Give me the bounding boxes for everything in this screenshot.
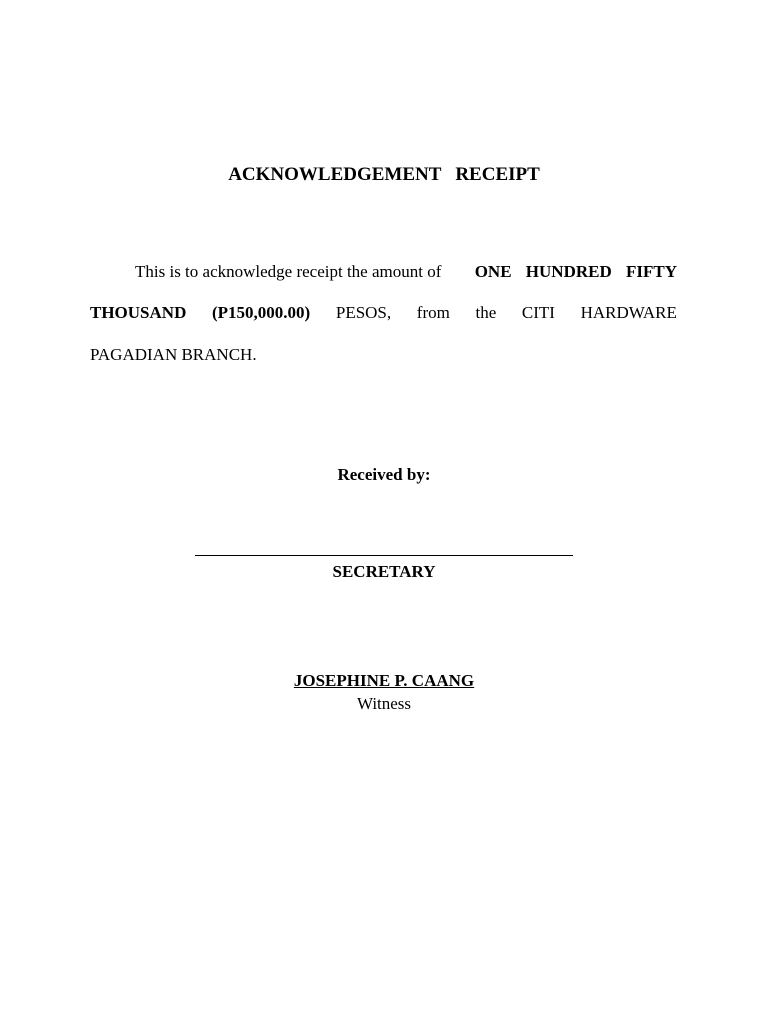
body-paragraph-line-2 xyxy=(90,302,677,324)
document-title: ACKNOWLEDGEMENT RECEIPT xyxy=(228,164,540,185)
witness-role: Witness xyxy=(356,694,412,713)
body-word: CITI xyxy=(521,303,555,322)
body-lead-text: This is to acknowledge receipt the amount of xyxy=(135,262,442,281)
body-word: from xyxy=(416,303,450,322)
body-word: the xyxy=(475,303,497,322)
amount-in-words: ONE HUNDRED FIFTY xyxy=(474,262,677,281)
signatory-title: SECRETARY xyxy=(332,562,436,581)
body-word: PESOS, xyxy=(335,303,392,322)
amount-figure: (P150,000.00) xyxy=(212,303,311,322)
witness-name: JOSEPHINE P. CAANG xyxy=(293,671,475,690)
body-word: HARDWARE xyxy=(580,303,677,322)
received-by-label: Received by: xyxy=(337,465,431,484)
body-word: THOUSAND xyxy=(90,303,187,322)
body-paragraph-line-3: PAGADIAN BRANCH. xyxy=(90,345,257,364)
signature-line xyxy=(195,555,573,556)
